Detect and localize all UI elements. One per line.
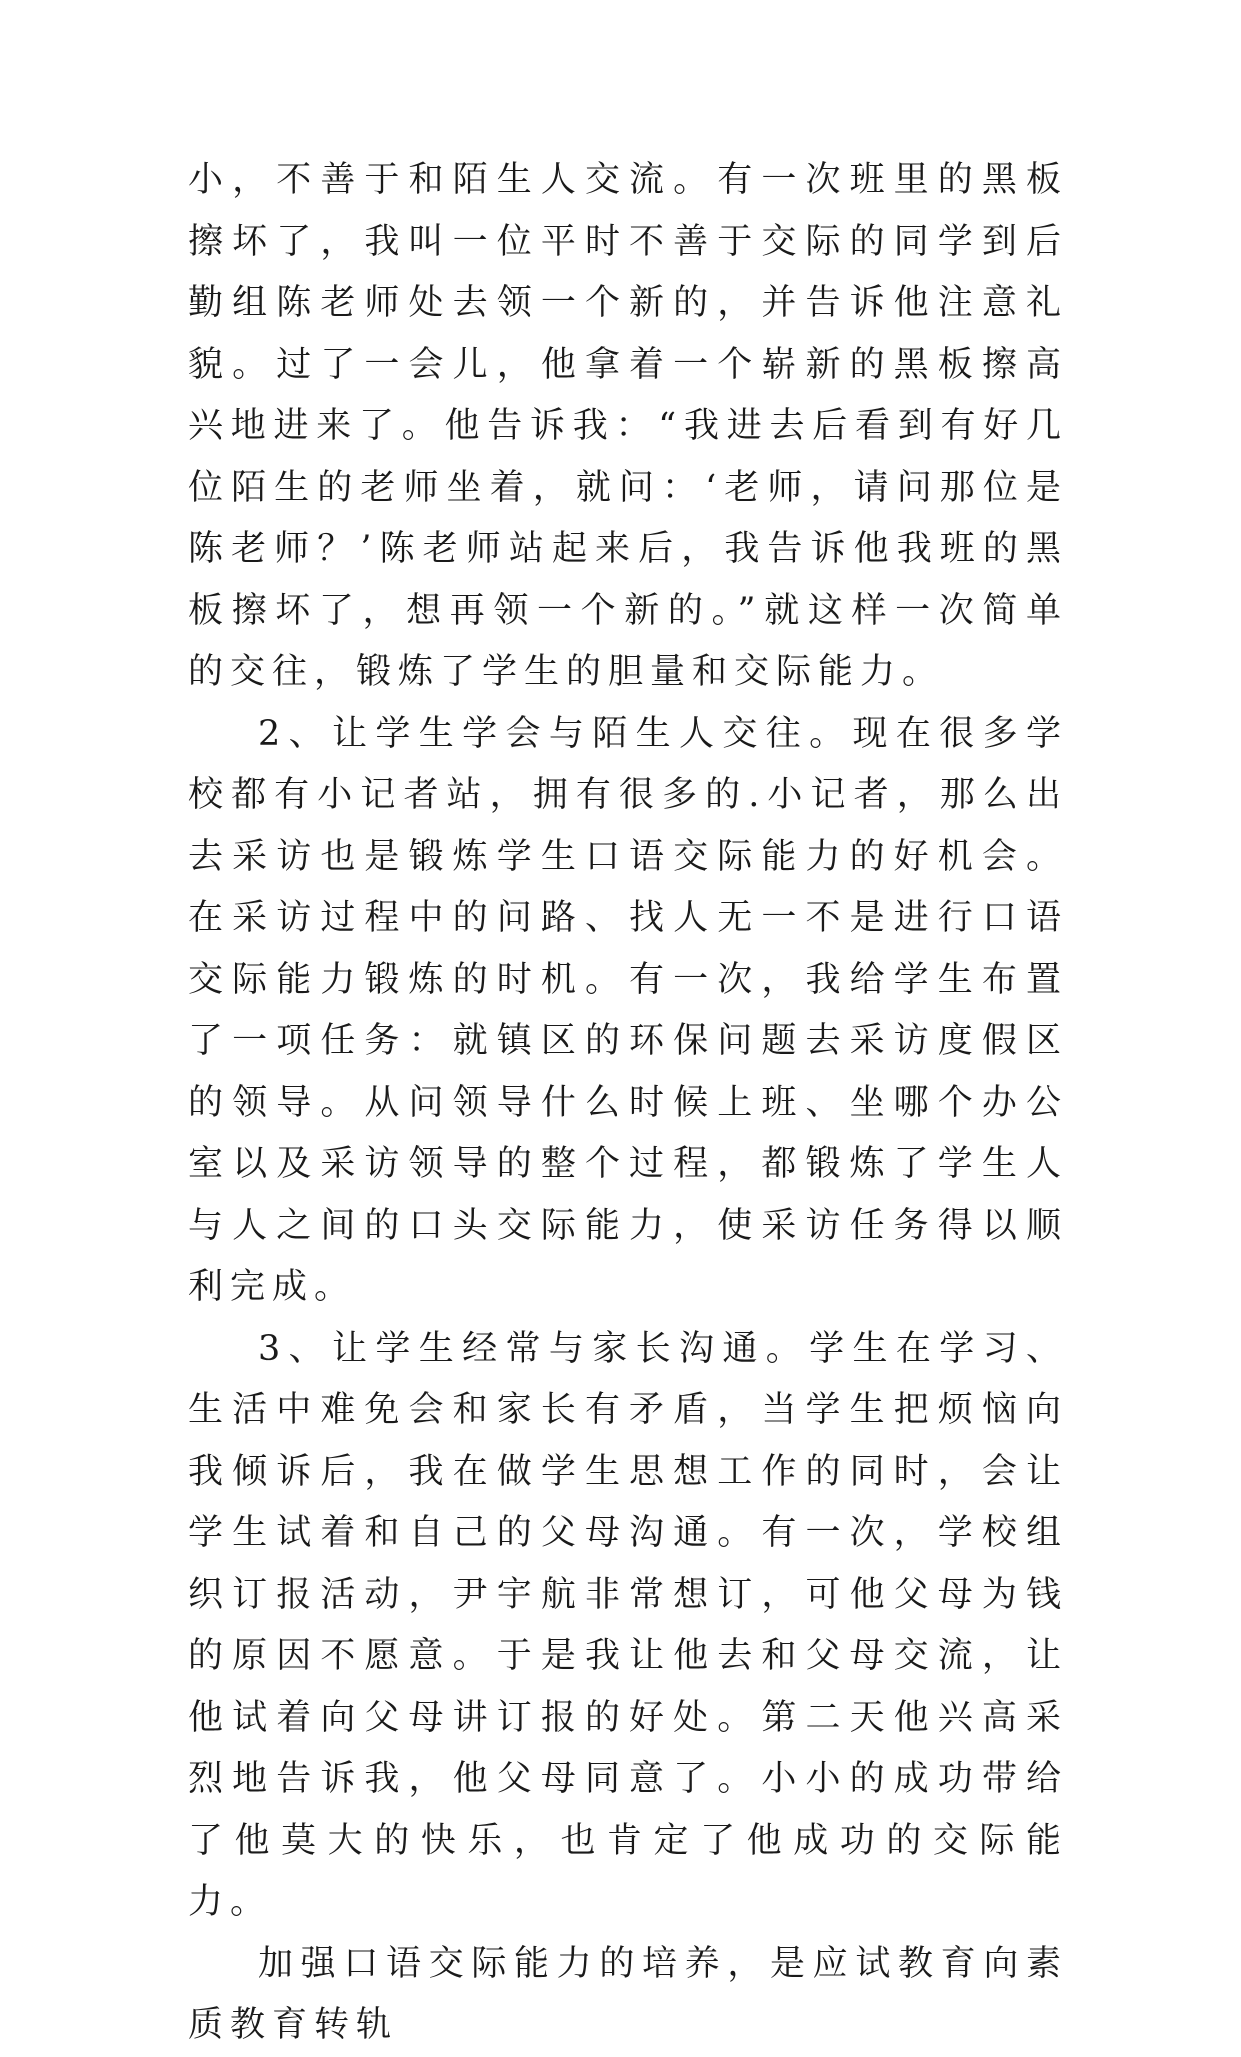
paragraph-conclusion: 加强口语交际能力的培养，是应试教育向素质教育转轨 bbox=[188, 1943, 1068, 2045]
paragraph-point-3: 3、让学生经常与家长沟通。学生在学习、生活中难免会和家长有矛盾，当学生把烦恼向我倾诉后，我在做学生思想工作的同时，会让学生试着和自己的父母沟通。有一次，学校组织订报活动，尹宇航非常想订，可他父母为钱的原因不愿意。于是我让他去和父母交流，让他试着向父母讲订报的好处。第二天他兴高采烈地告诉我，他父母同意了。小小的成功带给了他莫大的快乐，也肯定了他成功的交际能力。 bbox=[188, 1328, 1068, 1922]
paragraph-continuation: 小，不善于和陌生人交流。有一次班里的黑板擦坏了，我叫一位平时不善于交际的同学到后勤组陈老师处去领一个新的，并告诉他注意礼貌。过了一会儿，他拿着一个崭新的黑板擦高兴地进来了。他告诉我：“我进去后看到有好几位陌生的老师坐着，就问：‘老师，请问那位是陈老师？’陈老师站起来后，我告诉他我班的黑板擦坏了，想再领一个新的。”就这样一次简单的交往，锻炼了学生的胆量和交际能力。 bbox=[188, 160, 1068, 692]
body-text bbox=[188, 150, 1068, 2057]
paragraph-point-2: 2、让学生学会与陌生人交往。现在很多学校都有小记者站，拥有很多的.小记者，那么出去采访也是锻炼学生口语交际能力的好机会。在采访过程中的问路、找人无一不是进行口语交际能力锻炼的时机。有一次，我给学生布置了一项任务：就镇区的环保问题去采访度假区的领导。从问领导什么时候上班、坐哪个办公室以及采访领导的整个过程，都锻炼了学生人与人之间的口头交际能力，使采访任务得以顺利完成。 bbox=[188, 713, 1068, 1307]
